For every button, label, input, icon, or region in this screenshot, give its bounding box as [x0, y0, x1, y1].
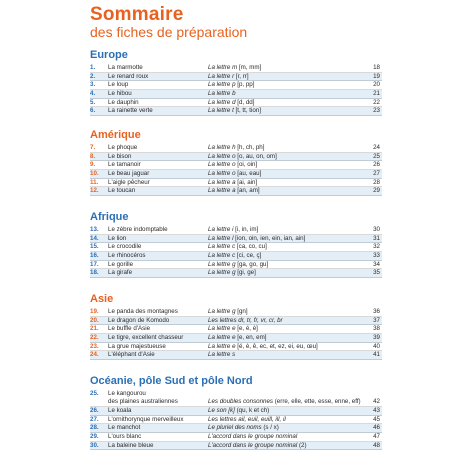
contents-row[interactable] — [90, 252, 382, 261]
entry-page-number: 48 — [373, 441, 380, 449]
contents-row[interactable] — [90, 261, 382, 270]
entry-number: 27. — [90, 415, 99, 423]
entry-title: Le bison — [108, 152, 132, 160]
contents-page — [84, 0, 384, 467]
entry-topic — [208, 398, 361, 407]
entry-number: 8. — [90, 152, 96, 160]
entry-topic-text: La lettre b — [208, 90, 236, 98]
entry-page-number: 40 — [373, 342, 380, 350]
section-amerique — [90, 128, 382, 196]
page-subtitle: des fiches de préparation — [90, 24, 248, 40]
entry-sounds: [oi, oin] — [235, 161, 258, 169]
entry-page-number: 35 — [373, 269, 380, 277]
entry-number: 9. — [90, 161, 96, 169]
section-heading: Océanie, pôle Sud et pôle Nord — [90, 375, 253, 387]
entry-topic — [208, 170, 261, 179]
entry-page-number: 37 — [373, 316, 380, 324]
entry-page-number: 47 — [373, 433, 380, 441]
entry-page-number: 22 — [373, 98, 380, 106]
entry-topic-text: La lettre d — [208, 98, 236, 106]
entry-title: Le lion — [108, 234, 127, 242]
entry-page-number: 41 — [373, 351, 380, 359]
section-afrique — [90, 210, 382, 278]
contents-row[interactable] — [90, 170, 382, 179]
entry-number: 6. — [90, 107, 96, 115]
entry-sounds: [p, pp] — [235, 81, 255, 89]
entry-topic-text: Les lettres dr, tr, fr, vr, cr, br — [208, 316, 283, 324]
entry-topic-text: La lettre o — [208, 161, 236, 169]
entry-topic-text: La lettre e — [208, 325, 236, 333]
entry-title: Le toucan — [108, 187, 136, 195]
entry-title: Le renard roux — [108, 72, 149, 80]
entry-sounds: [o, au, on, om] — [235, 152, 277, 160]
entry-title: Le beau jaguar — [108, 170, 150, 178]
entry-topic-text: La lettre a — [208, 187, 236, 195]
entry-number: 17. — [90, 260, 99, 268]
entry-topic — [208, 243, 267, 252]
contents-row[interactable] — [90, 73, 382, 82]
entry-topic — [208, 343, 318, 352]
entry-title: Le gorille — [108, 260, 134, 268]
contents-row[interactable] — [90, 442, 382, 451]
entry-title: L'éléphant d'Asie — [108, 351, 155, 359]
entry-sounds: [t, tt, tion] — [233, 107, 261, 115]
section-asie — [90, 292, 382, 360]
entry-topic — [208, 81, 254, 90]
entry-topic — [208, 73, 249, 82]
entry-number: 1. — [90, 64, 96, 71]
entry-title: Le kangourou — [108, 390, 146, 397]
entry-title: Le hibou — [108, 90, 132, 98]
entry-topic-text: La lettre p — [208, 81, 236, 89]
entry-number: 13. — [90, 226, 99, 233]
entry-topic — [208, 317, 283, 326]
contents-row[interactable] — [90, 424, 382, 433]
contents-row[interactable] — [90, 81, 382, 90]
entry-sounds: [e, é, è] — [235, 325, 258, 333]
entry-sounds: [ion, oin, ien, ein, ian, ain] — [233, 234, 306, 242]
entry-title: Le buffle d'Asie — [108, 325, 151, 333]
entry-number: 10. — [90, 170, 99, 178]
entry-sounds: [ga, go, gu] — [235, 260, 269, 268]
entry-topic — [208, 325, 258, 334]
entry-topic-text: La lettre c — [208, 243, 236, 251]
entry-page-number: 36 — [373, 308, 380, 315]
entry-title: Le zèbre indomptable — [108, 226, 168, 233]
entry-topic-text: La lettre g — [208, 260, 236, 268]
entry-page-number: 18 — [373, 64, 380, 71]
entry-sounds: [an, am] — [235, 187, 260, 195]
entry-sounds: [ai, ain] — [235, 178, 258, 186]
entry-topic-text: La lettre i — [208, 226, 234, 233]
entry-topic-text: La lettre l — [208, 234, 234, 242]
section-heading: Afrique — [90, 211, 129, 223]
entry-topic-text: Le pluriel des noms — [208, 424, 262, 432]
entry-page-number: 31 — [373, 234, 380, 242]
entry-number: 22. — [90, 334, 99, 342]
entry-number: 5. — [90, 98, 96, 106]
entry-number: 21. — [90, 325, 99, 333]
entry-sounds: [ca, co, cu] — [235, 243, 267, 251]
entry-page-number: 30 — [373, 226, 380, 233]
entry-topic — [208, 308, 248, 317]
entry-page-number: 26 — [373, 161, 380, 169]
entry-title: Le tamanoir — [108, 161, 141, 169]
entry-topic — [208, 179, 257, 188]
contents-row[interactable] — [90, 334, 382, 343]
entry-topic-text: La lettre t — [208, 107, 234, 115]
entry-number: 16. — [90, 252, 99, 260]
entry-title: La marmotte — [108, 64, 143, 71]
contents-row[interactable] — [90, 317, 382, 326]
entry-topic-text: Les lettres ail, euil, euill, ill, il — [208, 415, 286, 423]
entry-page-number: 39 — [373, 334, 380, 342]
contents-row[interactable] — [90, 243, 382, 252]
entry-topic-text: L'accord dans le groupe nominal — [208, 433, 298, 441]
entry-topic — [208, 99, 254, 108]
entry-topic — [208, 252, 261, 261]
entry-number: 11. — [90, 178, 99, 186]
entry-number: 24. — [90, 351, 99, 359]
contents-row[interactable] — [90, 153, 382, 162]
entry-title: L'ours blanc — [108, 433, 142, 441]
entry-topic-text: La lettre e — [208, 342, 236, 350]
contents-row[interactable] — [90, 433, 382, 442]
entry-number: 30. — [90, 441, 99, 449]
entry-topic-text: Les doubles consonnes — [208, 398, 274, 406]
entry-topic-text: La lettre m — [208, 64, 238, 71]
entry-topic-text: La lettre c — [208, 252, 236, 260]
contents-row[interactable] — [90, 90, 382, 99]
entry-page-number: 46 — [373, 424, 380, 432]
entry-sounds: [i, in, im] — [233, 226, 259, 233]
entry-topic-text: La lettre a — [208, 178, 236, 186]
entry-number: 28. — [90, 424, 99, 432]
entry-topic-text: La lettre e — [208, 334, 236, 342]
contents-row[interactable] — [90, 235, 382, 244]
contents-row[interactable] — [90, 187, 382, 196]
entry-number: 25. — [90, 390, 99, 397]
contents-row[interactable] — [90, 407, 382, 416]
entry-page-number: 34 — [373, 260, 380, 268]
entry-sounds: (s / x) — [261, 424, 279, 432]
entry-topic — [208, 161, 257, 170]
entry-topic — [208, 416, 286, 425]
entry-topic-text: La lettre s — [208, 351, 236, 359]
entry-number: 15. — [90, 243, 99, 251]
entry-number: 12. — [90, 187, 99, 195]
entry-page-number: 32 — [373, 243, 380, 251]
entry-title: Le rhinocéros — [108, 252, 146, 260]
contents-row[interactable] — [90, 99, 382, 108]
section-heading: Asie — [90, 293, 114, 305]
entry-sounds: [d, dd] — [235, 98, 255, 106]
contents-row[interactable] — [90, 343, 382, 352]
contents-row[interactable] — [90, 269, 382, 278]
entry-topic-text: La lettre g — [208, 308, 236, 315]
contents-row[interactable] — [90, 226, 382, 235]
entry-title: Le manchot — [108, 424, 141, 432]
contents-row[interactable] — [90, 351, 382, 360]
entry-sounds: [r, rr] — [234, 72, 249, 80]
entry-number: 23. — [90, 342, 99, 350]
entry-number: 20. — [90, 316, 99, 324]
contents-row[interactable] — [90, 107, 382, 116]
entry-title: Le loup — [108, 81, 129, 89]
entry-topic-text: La lettre h — [208, 144, 236, 151]
entry-title: L'ornithorynque merveilleux — [108, 415, 184, 423]
entry-sounds: (qu, k et ch) — [234, 407, 270, 414]
contents-row[interactable] — [90, 390, 382, 407]
section-europe — [90, 48, 382, 116]
entry-sounds: [ci, ce, ç] — [235, 252, 262, 260]
entry-title: La grue majestueuse — [108, 342, 166, 350]
entry-number: 26. — [90, 407, 99, 414]
entry-sounds: [h, ch, ph] — [235, 144, 265, 151]
entry-topic — [208, 442, 307, 451]
entry-topic — [208, 433, 297, 442]
entry-page-number: 38 — [373, 325, 380, 333]
contents-row[interactable] — [90, 179, 382, 188]
entry-sounds: [gi, ge] — [235, 269, 256, 277]
entry-page-number: 29 — [373, 187, 380, 195]
entry-title: Le tigre, excellent chasseur — [108, 334, 184, 342]
contents-row[interactable] — [90, 144, 382, 153]
section-oceanie — [90, 374, 382, 450]
entry-number: 19. — [90, 308, 99, 315]
entry-number: 18. — [90, 269, 99, 277]
entry-topic — [208, 64, 261, 73]
entry-page-number: 45 — [373, 415, 380, 423]
contents-row[interactable] — [90, 64, 382, 73]
contents-row[interactable] — [90, 325, 382, 334]
entry-number: 2. — [90, 72, 96, 80]
entry-title: Le crocodile — [108, 243, 142, 251]
entry-topic — [208, 144, 264, 153]
section-heading: Europe — [90, 49, 128, 61]
entry-topic — [208, 235, 305, 244]
entry-sounds: [au, eau] — [235, 170, 262, 178]
entry-title: Le phoque — [108, 144, 138, 151]
entry-page-number: 33 — [373, 252, 380, 260]
entry-title: La rainette verte — [108, 107, 153, 115]
entry-sounds: (erre, elle, ette, esse, enne, eff) — [273, 398, 361, 406]
entry-page-number: 20 — [373, 81, 380, 89]
entry-title: Le dragon de Komodo — [108, 316, 170, 324]
contents-row[interactable] — [90, 308, 382, 317]
entry-number: 3. — [90, 81, 96, 89]
entry-page-number: 23 — [373, 107, 380, 115]
entry-topic-text: La lettre g — [208, 269, 236, 277]
entry-topic — [208, 351, 235, 360]
entry-number: 14. — [90, 234, 99, 242]
contents-row[interactable] — [90, 416, 382, 425]
entry-title: La baleine bleue — [108, 441, 154, 449]
section-heading: Amérique — [90, 129, 141, 141]
entry-sounds: [é, è, ê, ec, et, ez, ei, eu, œu] — [235, 342, 318, 350]
entry-topic — [208, 107, 261, 116]
entry-sounds: [e, en, em] — [235, 334, 267, 342]
entry-topic — [208, 153, 277, 162]
entry-page-number: 42 — [373, 398, 380, 406]
entry-topic — [208, 407, 269, 416]
entry-page-number: 25 — [373, 152, 380, 160]
entry-topic — [208, 187, 260, 196]
entry-title: Le panda des montagnes — [108, 308, 178, 315]
entry-title: Le koala — [108, 407, 132, 414]
contents-row[interactable] — [90, 161, 382, 170]
entry-topic-text: Le son [k] — [208, 407, 235, 414]
entry-number: 7. — [90, 144, 96, 151]
entry-topic-text: La lettre o — [208, 152, 236, 160]
entry-title: La girafe — [108, 269, 133, 277]
entry-title: L'aigle pêcheur — [108, 178, 150, 186]
entry-page-number: 28 — [373, 178, 380, 186]
entry-sounds: [m, mm] — [237, 64, 262, 71]
page-title: Sommaire — [90, 4, 184, 25]
entry-page-number: 27 — [373, 170, 380, 178]
entry-page-number: 43 — [373, 407, 380, 414]
entry-sounds: [gn] — [235, 308, 248, 315]
entry-sounds: (2) — [297, 441, 307, 449]
entry-topic-text: L'accord dans le groupe nominal — [208, 441, 298, 449]
entry-page-number: 21 — [373, 90, 380, 98]
entry-topic-text: La lettre o — [208, 170, 236, 178]
entry-topic — [208, 226, 258, 235]
entry-page-number: 19 — [373, 72, 380, 80]
entry-topic — [208, 90, 236, 99]
entry-title: Le dauphin — [108, 98, 139, 106]
entry-topic — [208, 261, 268, 270]
entry-page-number: 24 — [373, 144, 380, 151]
entry-topic — [208, 269, 256, 278]
entry-title-line2: des plaines australiennes — [108, 398, 178, 406]
entry-topic — [208, 334, 266, 343]
entry-topic — [208, 424, 279, 433]
entry-number: 29. — [90, 433, 99, 441]
entry-number: 4. — [90, 90, 96, 98]
entry-topic-text: La lettre r — [208, 72, 235, 80]
